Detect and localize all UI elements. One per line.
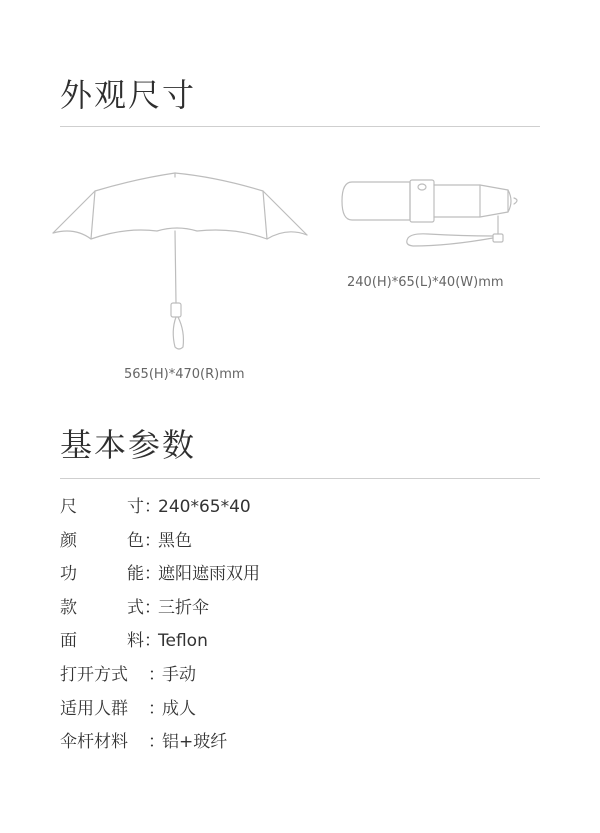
spec-row-fabric [60, 626, 260, 660]
spec-label [60, 559, 144, 584]
spec-row-function [60, 559, 260, 593]
spec-label [60, 492, 144, 517]
spec-colon: ： [144, 497, 161, 517]
spec-value: 手动 [162, 664, 196, 685]
spec-label-char: 颜 [60, 530, 77, 551]
spec-row-target-users [60, 694, 260, 728]
spec-label-char: 式 [127, 597, 144, 618]
spec-value: Teflon [158, 631, 208, 652]
spec-label [60, 593, 144, 618]
spec-label [60, 626, 144, 651]
open-umbrella-caption: 565(H)*470(R)mm [124, 367, 245, 382]
open-umbrella-illustration [45, 165, 315, 360]
spec-label-char: 能 [127, 564, 144, 585]
spec-label-text: 伞杆材料 [60, 732, 128, 753]
spec-list [60, 492, 260, 761]
spec-label [60, 526, 144, 551]
spec-label-char: 色 [127, 530, 144, 551]
spec-row-color [60, 526, 260, 560]
spec-value: 240*65*40 [158, 497, 251, 517]
spec-label-char: 功 [60, 564, 77, 585]
spec-label-char: 面 [60, 631, 77, 652]
spec-label-text: 打开方式 [60, 664, 128, 685]
spec-row-open-method [60, 660, 260, 694]
spec-label [60, 727, 148, 752]
spec-colon: ： [144, 564, 161, 585]
divider-appearance [60, 126, 540, 127]
spec-label-char: 款 [60, 597, 77, 618]
spec-row-style [60, 593, 260, 627]
folded-umbrella-caption: 240(H)*65(L)*40(W)mm [347, 275, 504, 290]
spec-value: 成人 [162, 698, 196, 719]
divider-params [60, 478, 540, 479]
spec-label [60, 660, 148, 685]
spec-colon: ： [144, 631, 161, 652]
spec-colon: ： [148, 732, 165, 753]
spec-colon: ： [144, 530, 161, 551]
spec-value: 黑色 [158, 530, 192, 551]
spec-label-char: 尺 [60, 497, 77, 517]
spec-value: 遮阳遮雨双用 [158, 564, 260, 585]
spec-value: 三折伞 [158, 597, 209, 618]
spec-colon: ： [144, 597, 161, 618]
spec-row-shaft-material [60, 727, 260, 761]
spec-colon: ： [148, 698, 165, 719]
spec-label-char: 料 [127, 631, 144, 652]
spec-colon: ： [148, 664, 165, 685]
spec-value: 铝+玻纤 [162, 732, 228, 753]
section-title-appearance: 外观尺寸 [60, 76, 197, 114]
spec-label [60, 694, 148, 719]
section-title-params: 基本参数 [60, 426, 197, 464]
spec-label-text: 适用人群 [60, 698, 128, 719]
spec-row-size [60, 492, 260, 526]
folded-umbrella-illustration [338, 176, 524, 258]
spec-label-char: 寸 [127, 497, 144, 517]
